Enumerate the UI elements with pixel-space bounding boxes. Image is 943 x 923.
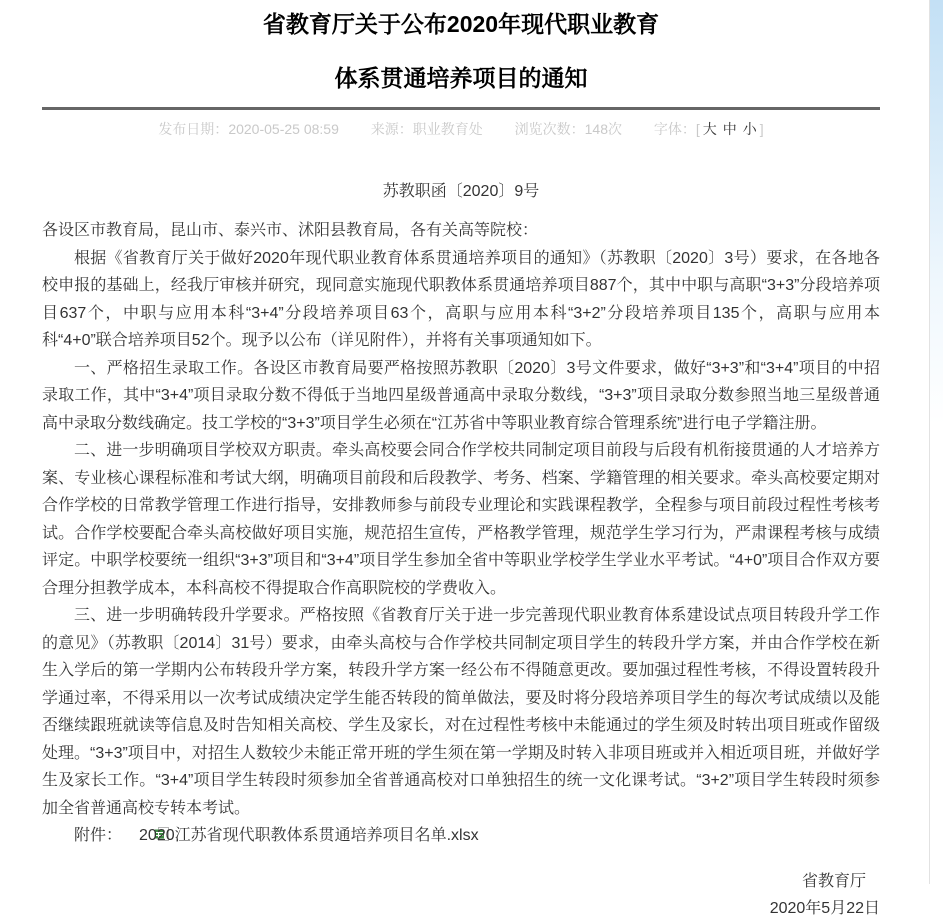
signature-org: 省教育厅 <box>801 872 866 890</box>
font-size-large-button[interactable]: 大 <box>702 121 717 137</box>
source-value: 职业教育处 <box>412 121 483 137</box>
paragraph-item-1: 一、严格招生录取工作。各设区市教育局要严格按照苏教职〔2020〕3号文件要求，做好“3+3”和“3+4”项目的中招录取工作，其中“3+4”项目录取分数不得低于当地四星级普通高中录取分数线，“3+3”项目录取分数参照当地三星级普通高中录取分数线确定。技工学校的“3+3”项目学生必须在“江苏省中等职业教育综合管理系统”进行电子学籍注册。 <box>42 359 880 432</box>
attachment-label: 附件： <box>74 827 123 844</box>
addressee-line: 各设区市教育局，昆山市、泰兴市、沭阳县教育局，各有关高等院校： <box>42 222 539 239</box>
signature-block <box>42 868 880 923</box>
document-number: 苏教职函〔2020〕9号 <box>382 183 540 200</box>
publish-date-label: 发布日期： <box>158 121 229 137</box>
publish-date-value: 2020-05-25 08:59 <box>228 121 339 137</box>
paragraph-intro: 根据《省教育厅关于做好2020年现代职业教育体系贯通培养项目的通知》（苏教职〔2020〕3号）要求，在各地各校申报的基础上，经我厅审核并研究，现同意实施现代职教体系贯通培养项目887个，其中中职与高职“3+3”分段培养项目637个，中职与应用本科“3+4”分段培养项目63个，高职与应用本科“3+2”分段培养项目135个，高职与应用本科“4+0”联合培养项目52个。现予以公布（详见附件），并将有关事项通知如下。 <box>42 249 880 349</box>
document-body <box>42 217 880 850</box>
excel-file-icon <box>122 824 138 840</box>
font-size-bracket-open: [ <box>695 121 700 137</box>
publish-date <box>158 119 339 139</box>
view-count-label: 浏览次数： <box>514 121 585 137</box>
font-size-small-button[interactable]: 小 <box>742 121 757 137</box>
font-size-label: 字体： <box>653 121 696 137</box>
source-label: 来源： <box>370 121 413 137</box>
right-gradient-strip <box>930 0 943 884</box>
meta-bar <box>42 119 880 139</box>
font-size-medium-button[interactable]: 中 <box>722 121 737 137</box>
attachment-file-link[interactable]: 2020江苏省现代职教体系贯通培养项目名单.xlsx <box>139 827 479 844</box>
signature-date: 2020年5月22日 <box>769 900 880 917</box>
page-title-line1: 省教育厅关于公布2020年现代职业教育 <box>262 11 660 37</box>
page-title-line2: 体系贯通培养项目的通知 <box>334 65 588 91</box>
notice-page <box>42 0 880 923</box>
font-size-control <box>654 119 764 139</box>
source <box>371 119 483 139</box>
paragraph-item-3: 三、进一步明确转段升学要求。严格按照《省教育厅关于进一步完善现代职业教育体系建设试点项目转段升学工作的意见》（苏教职〔2014〕31号）要求，由牵头高校与合作学校共同制定项目学生的转段升学方案，并由合作学校在新生入学后的第一学期内公布转段升学方案，转段升学方案一经公布不得随意更改。要加强过程性考核，不得设置转段升学通过率，不得采用以一次考试成绩决定学生能否转段的简单做法，要及时将分段培养项目学生的每次考试成绩以及能否继续跟班就读等信息及时告知相关高校、学生及家长，对在过程性考核中未能通过的学生须及时转出项目班或作留级处理。“3+3”项目中，对招生人数较少未能正常开班的学生须在第一学期及时转入非项目班或并入相近项目班，并做好学生及家长工作。“3+4”项目学生转段时须参加全省普通高校对口单独招生的统一文化课考试。“3+2”项目学生转段时须参加全省普通高校专转本考试。 <box>42 607 880 817</box>
paragraph-item-2: 二、进一步明确项目学校双方职责。牵头高校要会同合作学校共同制定项目前段与后段有机衔接贯通的人才培养方案、专业核心课程标准和考试大纲，明确项目前段和后段教学、考务、档案、学籍管理的相关要求。牵头高校要定期对合作学校的日常教学管理工作进行指导，安排教师参与前段专业理论和实践课程教学，全程参与项目前段过程性考核考试。合作学校要配合牵头高校做好项目实施，规范招生宣传，严格教学管理，规范学生学习行为，严肃课程考核与成绩评定。中职学校要统一组织“3+3”项目和“3+4”项目学生参加全省中等职业学校学生学业水平考试。“4+0”项目合作双方要合理分担教学成本，本科高校不得提取合作高职院校的学费收入。 <box>42 442 880 597</box>
font-size-bracket-close: ] <box>759 121 764 137</box>
view-count-value: 148次 <box>584 121 622 137</box>
view-count <box>515 119 622 139</box>
page-title <box>42 0 880 92</box>
title-divider <box>42 107 880 110</box>
attachment-line <box>42 822 880 850</box>
